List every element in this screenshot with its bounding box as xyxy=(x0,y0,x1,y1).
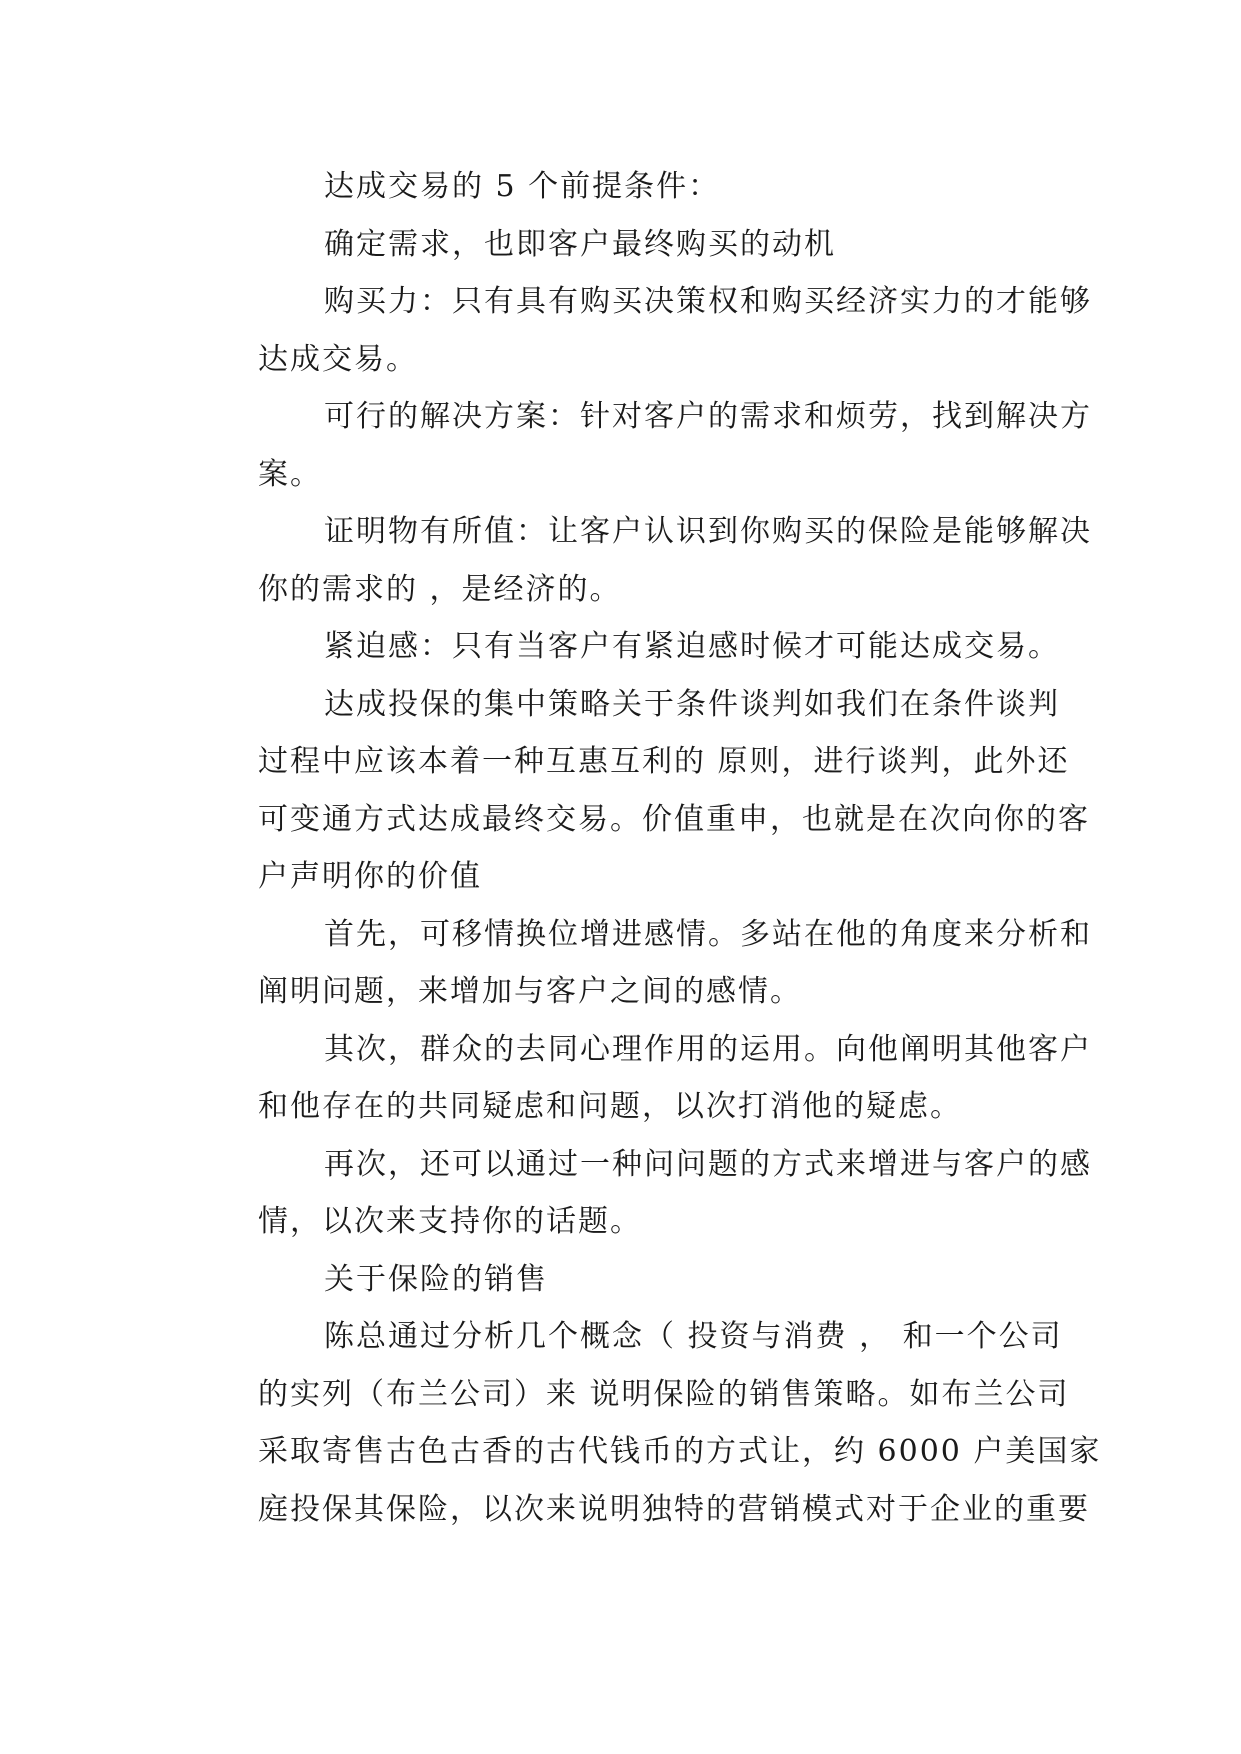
paragraph xyxy=(192,676,1090,906)
paragraph xyxy=(192,216,1052,274)
paragraph xyxy=(192,503,1092,618)
text-line: 户声明你的价值 xyxy=(258,859,482,894)
paragraph xyxy=(192,1021,1092,1136)
text-line: 紧迫感：只有当客户有紧迫感时候才可能达成交易。 xyxy=(324,629,1060,664)
text-line: 可变通方式达成最终交易。价值重申，也就是在次向你的客 xyxy=(258,801,1090,837)
paragraph xyxy=(192,618,1060,676)
text-line: 陈总通过分析几个概念（ 投资与消费 ， 和一个公司 xyxy=(324,1319,1063,1354)
paragraph xyxy=(192,158,1052,216)
text-line: 过程中应该本着一种互惠互利的 原则，进行谈判，此外还 xyxy=(258,744,1070,779)
text-line: 阐明问题，来增加与客户之间的感情。 xyxy=(258,974,802,1009)
text-line: 证明物有所值：让客户认识到你购买的保险是能够解决 xyxy=(324,514,1092,549)
text-line: 达成交易。 xyxy=(258,341,418,377)
text-line: 首先，可移情换位增进感情。多站在他的角度来分析和 xyxy=(324,916,1092,952)
paragraph xyxy=(192,906,1092,1021)
text-line: 可行的解决方案：针对客户的需求和烦劳，找到解决方 xyxy=(324,399,1092,434)
text-line: 达成投保的集中策略关于条件谈判如我们在条件谈判 xyxy=(324,686,1060,722)
text-line: 案。 xyxy=(258,456,322,492)
section-heading xyxy=(192,1251,1052,1309)
text-line: 再次，还可以通过一种问问题的方式来增进与客户的感 xyxy=(324,1146,1092,1182)
text-line: 的实列（布兰公司）来 说明保险的销售策略。如布兰公司 xyxy=(258,1376,1070,1412)
text-line: 情，以次来支持你的话题。 xyxy=(258,1204,642,1239)
text-line: 你的需求的 ，是经济的。 xyxy=(258,571,622,607)
document-body xyxy=(192,158,1102,1538)
text-line: 确定需求，也即客户最终购买的动机 xyxy=(324,226,836,262)
text-line: 其次，群众的去同心理作用的运用。向他阐明其他客户 xyxy=(324,1031,1092,1067)
text-line: 购买力：只有具有购买决策权和购买经济实力的才能够 xyxy=(324,284,1092,319)
paragraph xyxy=(192,273,1092,388)
text-line: 采取寄售古色古香的古代钱币的方式让，约 6000 户美国家 xyxy=(258,1434,1102,1469)
text-line: 和他存在的共同疑虑和问题，以次打消他的疑虑。 xyxy=(258,1089,962,1124)
paragraph xyxy=(192,1308,1102,1538)
text-line: 关于保险的销售 xyxy=(324,1261,548,1297)
paragraph xyxy=(192,388,1092,503)
text-line: 庭投保其保险，以次来说明独特的营销模式对于企业的重要 xyxy=(258,1491,1090,1527)
paragraph xyxy=(192,1136,1092,1251)
text-line: 达成交易的 5 个前提条件： xyxy=(324,169,721,204)
